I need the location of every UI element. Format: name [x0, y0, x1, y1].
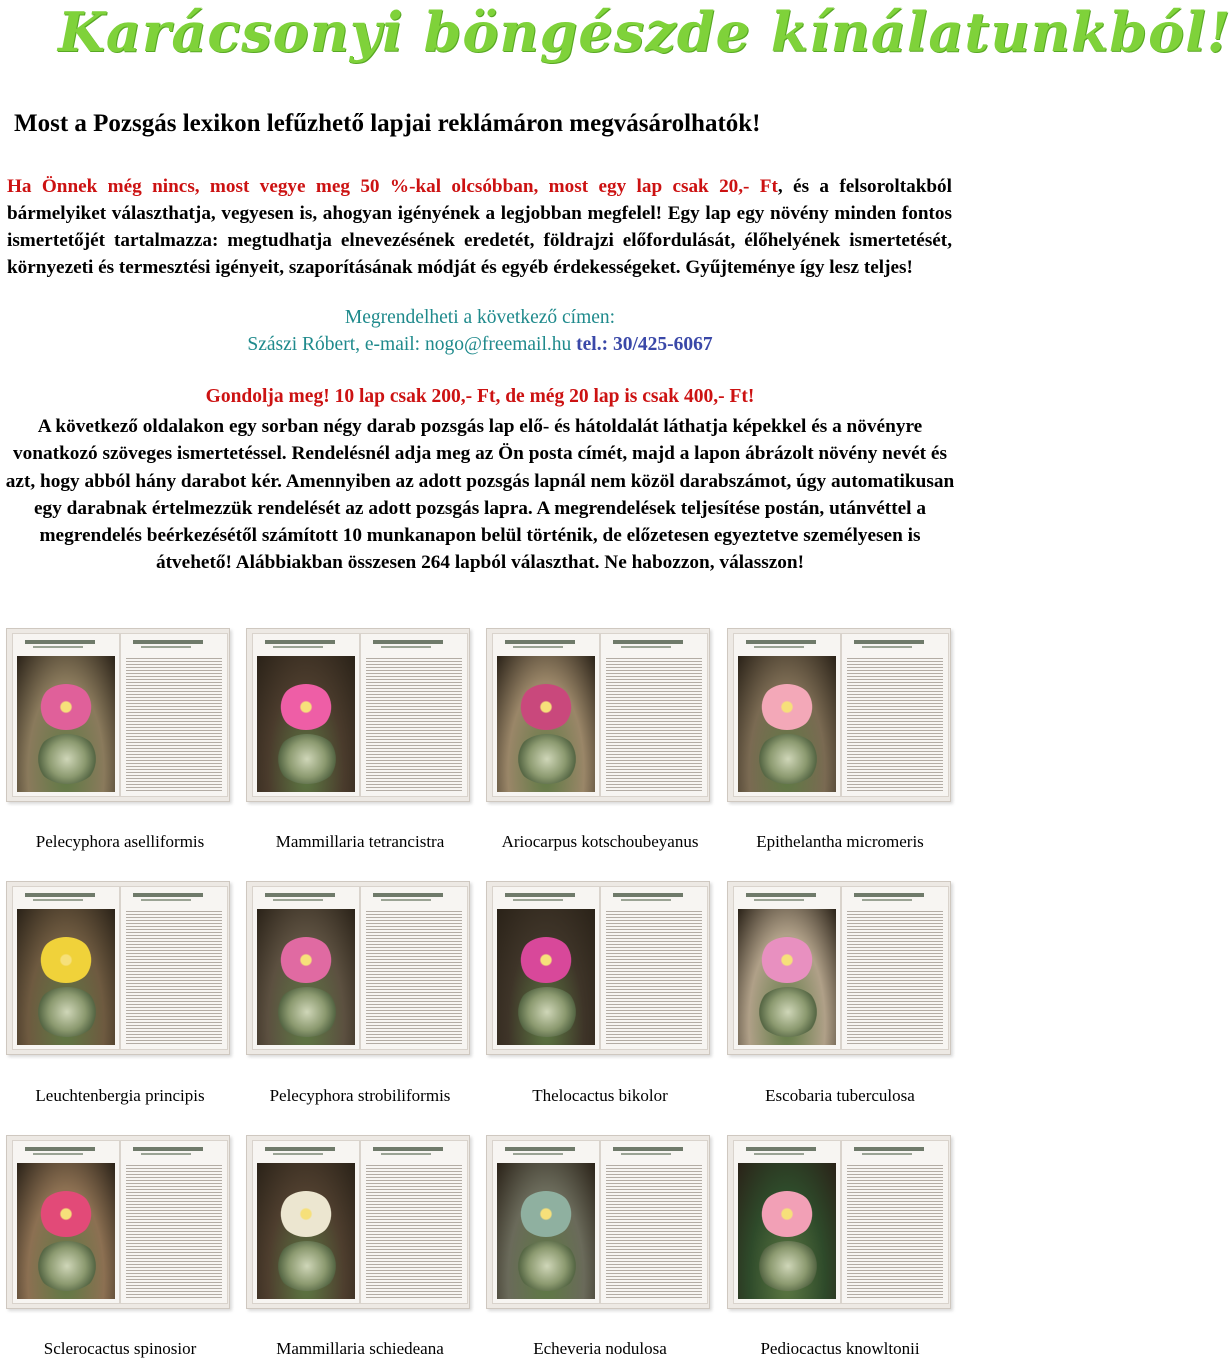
sheet-front-page: [733, 1140, 841, 1304]
product-sheet-image: [486, 1135, 710, 1309]
plant-photo: [497, 656, 595, 792]
plant-photo: [257, 656, 355, 792]
product-caption: Ariocarpus kotschoubeyanus: [501, 832, 699, 851]
product-caption: Thelocactus bikolor: [532, 1086, 668, 1105]
sheet-front-page: [492, 1140, 600, 1304]
product-sheet-image: [486, 628, 710, 802]
sheet-back-page: [600, 1140, 708, 1304]
plant-photo: [497, 909, 595, 1045]
plant-photo: [17, 656, 115, 792]
sheet-front-page: [492, 886, 600, 1050]
sheet-front-page: [12, 886, 120, 1050]
plant-photo: [738, 1163, 836, 1299]
plant-photo: [497, 1163, 595, 1299]
product-sheet-image: [246, 881, 470, 1055]
product-sheet-image: [6, 628, 230, 802]
description-text-block: [126, 656, 222, 792]
sheet-front-page: [12, 1140, 120, 1304]
sheet-back-page: [841, 633, 949, 797]
sheet-back-page: [360, 886, 468, 1050]
info-paragraph: A következő oldalakon egy sorban négy darab pozsgás lap elő- és hátoldalát láthatja képekkel és a növényre vonatkozó szöveges ismertetéssel. Rendelésnél adja meg az Ön posta címét, majd a lapon ábrázolt növény nevét és azt, hogy abból hány darabot kér. Amennyiben az adott pozsgás lapnál nem közöl darabszámot, úgy automatikusan egy darabnak értelmezzük rendelését az adott pozsgás lapra. A megrendelések teljesítése postán, utánvéttel a megrendelés beérkezésétől számított 10 munkanapon belül történik, de előzetesen egyeztetve személyesen is átvehető! Alábbiakban összesen 264 lapból választhat. Ne habozzon, válasszon!: [5, 416, 955, 574]
intro-paragraph: [7, 173, 952, 281]
product-sheet-image: [246, 1135, 470, 1309]
sheet-back-page: [120, 1140, 228, 1304]
plant-photo: [257, 909, 355, 1045]
contact-name-email[interactable]: Szászi Róbert, e-mail: nogo@freemail.hu: [247, 334, 572, 355]
sheet-back-page: [600, 633, 708, 797]
sheet-front-page: [252, 886, 360, 1050]
contact-line: [0, 334, 960, 356]
product-caption: Epithelantha micromeris: [756, 832, 924, 851]
description-text-block: [606, 909, 702, 1045]
sheet-front-page: [492, 633, 600, 797]
sheet-front-page: [733, 633, 841, 797]
product-caption: Pelecyphora aselliformis: [35, 832, 205, 851]
product-sheet-image: [6, 881, 230, 1055]
product-sheet-image: [486, 881, 710, 1055]
sheet-front-page: [733, 886, 841, 1050]
subheading: Most a Pozsgás lexikon lefűzhető lapjai reklámáron megvásárolhatók!: [14, 110, 761, 137]
product-caption: Echeveria nodulosa: [533, 1339, 667, 1358]
sheet-back-page: [120, 633, 228, 797]
product-caption: Escobaria tuberculosa: [765, 1086, 915, 1105]
product-caption: Sclerocactus spinosior: [43, 1339, 197, 1358]
product-sheet-image: [727, 628, 951, 802]
description-text-block: [366, 909, 462, 1045]
intro-body-text: , és a felsoroltakból bármelyiket választhatja, vegyesen is, ahogyan igényének a legjobban megfelel! Egy lap egy növény minden fontos ismertetőjét tartalmazza: megtudhatja elnevezésének eredetét, földrajzi előfordulását, élőhelyének ismertetését, környezeti és termesztési igényeit, szaporításának módját és egyéb érdekességeket. Gyűjteménye így lesz teljes!: [7, 176, 952, 278]
sheet-back-page: [841, 886, 949, 1050]
description-text-block: [847, 909, 943, 1045]
description-text-block: [366, 656, 462, 792]
contact-phone: tel.: 30/425-6067: [576, 334, 713, 355]
sheet-back-page: [120, 886, 228, 1050]
plant-photo: [17, 909, 115, 1045]
intro-price-text: Ha Önnek még nincs, most vegye meg 50 %-kal olcsóbban, most egy lap csak 20,- Ft: [7, 176, 778, 197]
product-sheet-image: [246, 628, 470, 802]
description-text-block: [606, 656, 702, 792]
product-sheet-image: [727, 1135, 951, 1309]
product-sheet-image: [6, 1135, 230, 1309]
sheet-front-page: [252, 633, 360, 797]
plant-photo: [257, 1163, 355, 1299]
product-caption: Pelecyphora strobiliformis: [269, 1086, 451, 1105]
plant-photo: [738, 656, 836, 792]
description-text-block: [126, 1163, 222, 1299]
description-text-block: [366, 1163, 462, 1299]
product-sheet-image: [727, 881, 951, 1055]
headline: Karácsonyi böngészde kínálatunkból!: [58, 0, 1231, 64]
sheet-front-page: [252, 1140, 360, 1304]
sheet-back-page: [360, 633, 468, 797]
plant-photo: [17, 1163, 115, 1299]
description-text-block: [847, 1163, 943, 1299]
sheet-back-page: [600, 886, 708, 1050]
description-text-block: [606, 1163, 702, 1299]
plant-photo: [738, 909, 836, 1045]
sheet-back-page: [360, 1140, 468, 1304]
product-caption: Mammillaria schiedeana: [276, 1339, 444, 1358]
description-text-block: [126, 909, 222, 1045]
product-caption: Mammillaria tetrancistra: [275, 832, 445, 851]
sheet-front-page: [12, 633, 120, 797]
offer-line: Gondolja meg! 10 lap csak 200,- Ft, de még 20 lap is csak 400,- Ft!: [205, 386, 755, 407]
description-text-block: [847, 656, 943, 792]
product-caption: Leuchtenbergia principis: [35, 1086, 205, 1105]
sheet-back-page: [841, 1140, 949, 1304]
product-caption: Pediocactus knowltonii: [760, 1339, 920, 1358]
order-address-label: Megrendelheti a következő címen:: [344, 307, 616, 328]
